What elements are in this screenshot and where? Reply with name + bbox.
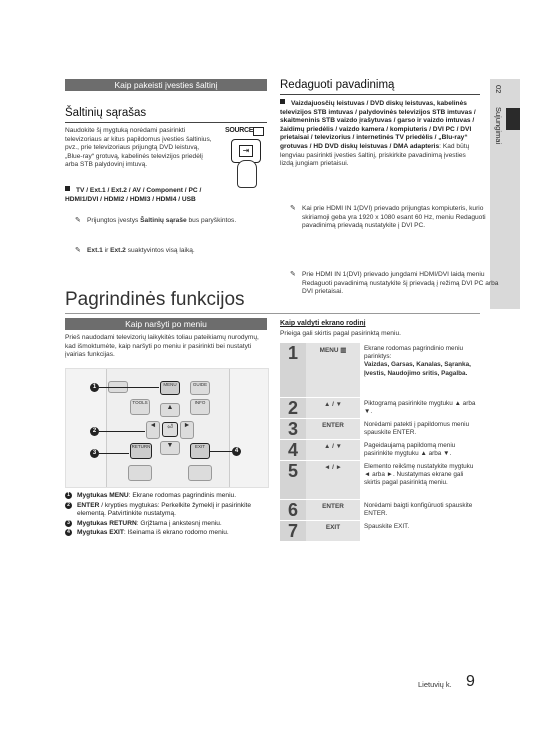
osd-row-desc: Elemento reikšmę nustatykite mygtuku ◄ arba ►. Nustatymas ekrane gali skirtis pagal pasirinktą meniu. (364, 463, 474, 487)
remote-tools-button (130, 399, 150, 415)
heading-rule (280, 94, 480, 95)
osd-subtitle: Prieiga gali skirtis pagal pasirinktą meniu. (280, 330, 401, 337)
osd-row-desc: Piktogramą pasirinkite mygtuku ▲ arba ▼. (364, 400, 476, 416)
note2-bold-1: Ext.1 (87, 246, 103, 254)
menu-item-text: : Išeinama iš ekrano rodomo meniu. (123, 529, 229, 537)
menu-item-text: : Ekrane rodomas pagrindinis meniu. (128, 492, 237, 499)
osd-row-desc: Pageidaujamą papildomą meniu pasirinkite mygtuku ▲ arba ▼. (364, 442, 456, 458)
note-pen-icon: ✎ (290, 205, 296, 213)
source-intro: Naudokite šį mygtuką norėdami pasirinkti televizoriaus ar kitus papildomus įvesties šaltinius, pvz., prie televizoriaus prijungtą DVD leistuvą, „Blue-ray“ grotuvą, kabelinės televizijos priedėlį arba STB palydovinį imtuvą. (65, 127, 212, 169)
menu-item-bold: Mygtukas EXIT (77, 529, 124, 537)
source-label: SOURCE (225, 127, 254, 134)
remote-return-label: RETURN (131, 444, 151, 449)
callout-4: 4 (232, 447, 241, 456)
remote-info-button (190, 399, 210, 415)
callout-1: 1 (90, 383, 99, 392)
menu-bar-title: Kaip naršyti po meniu (65, 318, 267, 330)
note1-prefix: Prijungtos įvestys (87, 217, 141, 224)
remote-guide-label: GUIDE (192, 382, 208, 387)
osd-row (280, 461, 480, 500)
source-note-1 (65, 217, 277, 226)
callout-line (99, 431, 145, 432)
osd-row-key: EXIT (306, 521, 360, 541)
enter-arrow-icon: ⇥ (239, 145, 253, 157)
note1-bold: Šaltinių sąraše (140, 217, 187, 224)
edit-name-bullet-text: Vaizdajuosčių leistuvas / DVD diskų leistuvas, kabelinės televizijos STB imtuvas / palydovinės televizijos STB imtuvas / skaitmeninis STB vaizdo įrašytuvas / garso ir vaizdo imtuvas / žaidimų priedėlis / vaizdo kamera / kompiuteris / DVI PC / DVI prietaisai / televizorius / internetinės TV priedėlis / „Blu-ray“ grotuvas / HD DVD diskų leistuvas / DMA (280, 100, 476, 150)
section-title: Pagrindinės funkcijos (65, 289, 245, 310)
callout-3: 3 (90, 449, 99, 458)
page-number: 9 (466, 673, 475, 690)
section-rule (65, 313, 480, 314)
osd-row-desc-bold: Vaizdas, Garsas, Kanalas, Sąranka, Įvestis, Naudojimo sritis, Pagalba. (364, 361, 471, 377)
adapter-text: : Kad būtų lengviau pasirinkti įvesties šaltinį, priskirkite pavadinimą įvesties lizdą jungiam prietaisui. (280, 142, 470, 168)
menu-item-bold: Mygtukas MENU (77, 492, 129, 499)
source-icon (253, 127, 264, 136)
remote-up-button: ▲ (160, 403, 180, 417)
remote-guide-button (190, 381, 210, 395)
osd-table (280, 343, 480, 542)
osd-row-desc: Norėdami patekti į papildomus meniu spauskite ENTER. (364, 421, 470, 437)
remote-exit-button (190, 443, 210, 459)
edit-name-note-2 (280, 271, 502, 297)
source-button-illustration (223, 126, 267, 188)
remote-tools-label: TOOLS (132, 400, 148, 405)
side-tab-number: 02 (494, 85, 503, 94)
osd-row-number: 7 (280, 521, 306, 541)
note-pen-icon: ✎ (75, 217, 81, 224)
bullet-square (65, 186, 70, 191)
menu-items-list (65, 492, 267, 539)
note2-suffix: suaktyvintos visą laiką. (125, 246, 195, 254)
osd-row-key: ▲ / ▼ (306, 398, 360, 418)
source-bar-title: Kaip pakeisti įvesties šaltinį (65, 79, 267, 91)
note-pen-icon: ✎ (75, 246, 81, 254)
source-bullet-text: TV / Ext.1 / Ext.2 / AV / Component / PC / HDMI1/DVI / HDMI2 / HDMI3 / HDMI4 / USB (65, 187, 202, 203)
menu-item-number: 3 (65, 520, 72, 527)
osd-row-number: 3 (280, 419, 306, 439)
osd-row-desc: Norėdami baigti konfigūruoti spauskite ENTER. (364, 502, 473, 518)
heading-rule (65, 122, 267, 123)
menu-item-bold: ENTER (77, 501, 100, 509)
menu-item-bold: Mygtukas RETURN (77, 519, 137, 527)
osd-row-desc: Spauskite EXIT. (364, 523, 410, 530)
adapter-bold: adapteris (409, 142, 440, 150)
osd-row-key-label: MENU (319, 347, 339, 354)
menu-item (65, 502, 267, 519)
remote-info-label: INFO (194, 400, 206, 405)
finger-icon (237, 160, 257, 188)
osd-row (280, 343, 480, 398)
remote-right-arrow-button: ► (180, 421, 194, 439)
bullet-square (280, 99, 285, 104)
osd-row-number: 2 (280, 398, 306, 418)
osd-row-number: 5 (280, 461, 306, 499)
menu-item-number: 4 (65, 529, 72, 536)
osd-row-number: 6 (280, 500, 306, 520)
osd-row-key: ENTER (306, 500, 360, 520)
callout-line (99, 453, 129, 454)
remote-menu-label: MENU (163, 382, 177, 387)
side-tab-label: Sujungimai (494, 107, 503, 145)
edit-note1-text: Kai prie HDMI IN 1(DVI) prievado prijungtas kompiuteris, kurio skiriamoji geba yra 1920 x 1080 esant 60 Hz, meniu Redaguoti pavadinimą prievadą nustatykite į DVI PC. (302, 205, 486, 230)
osd-row-desc-text: Ekrane rodomas pagrindinio meniu parinktys: (364, 345, 464, 361)
source-bullet (65, 186, 225, 204)
edit-name-note-1 (280, 205, 502, 231)
side-tab-marker (506, 108, 520, 130)
note1-suffix: bus paryškintos. (186, 217, 237, 224)
menu-item-number: 2 (65, 502, 72, 509)
osd-row (280, 419, 480, 440)
menu-intro: Prieš naudodami televizorių laikykitės toliau pateikiamų nurodymų, kad išmoktumėte, kaip naršyti po meniu ir pasirinkti bei nustatyti įvairias funkcijas. (65, 334, 259, 359)
remote-exit-label: EXIT (194, 444, 205, 449)
osd-row (280, 440, 480, 461)
remote-left-arrow-button: ◄ (146, 421, 160, 439)
remote-down-button: ▼ (160, 441, 180, 455)
remote-menu-button (160, 381, 180, 395)
menu-item (65, 529, 267, 538)
menu-item (65, 520, 267, 529)
osd-row-key (306, 343, 360, 397)
edit-name-bullet (280, 99, 480, 169)
osd-row-key: ▲ / ▼ (306, 440, 360, 460)
osd-row (280, 521, 480, 542)
remote-enter-button: ⏎ (162, 422, 178, 437)
edit-note2-text: Prie HDMI IN 1(DVI) prievado jungdami HDMI/DVI laidą meniu Redaguoti pavadinimą nustatykite šį prievadą į režimą DVI PC arba DVI prietaisai. (302, 270, 499, 296)
remote-bottom-button (188, 465, 212, 481)
menu-item-text: / krypties mygtukas: Perkelkite žymeklį ir pasirinkite elementą. Patvirtinkite nustatymą. (77, 501, 252, 518)
menu-item-number: 1 (65, 492, 72, 499)
osd-row-desc (360, 343, 480, 397)
callout-line (209, 451, 232, 452)
osd-row (280, 398, 480, 419)
osd-row-key: ◄ / ► (306, 461, 360, 499)
osd-row-number: 1 (280, 343, 306, 397)
callout-line (99, 387, 159, 388)
menu-item-text: : Grįžtama į ankstesnį meniu. (136, 519, 222, 527)
remote-illustration (65, 368, 269, 488)
source-note-2 (65, 247, 277, 256)
note2-bold-2: Ext.2 (110, 246, 126, 254)
menu-icon: ▥ (340, 347, 347, 354)
edit-name-heading: Redaguoti pavadinimą (280, 79, 395, 91)
osd-row-number: 4 (280, 440, 306, 460)
remote-return-button (130, 443, 152, 459)
note2-mid: ir (102, 246, 111, 254)
osd-row-key: ENTER (306, 419, 360, 439)
menu-item (65, 492, 267, 501)
osd-row (280, 500, 480, 521)
remote-bottom-button (128, 465, 152, 481)
note-pen-icon: ✎ (290, 270, 296, 278)
osd-title: Kaip valdyti ekrano rodinį (280, 320, 366, 327)
source-list-heading: Šaltinių sąrašas (65, 107, 147, 119)
callout-2: 2 (90, 427, 99, 436)
footer-language: Lietuvių k. (418, 680, 452, 689)
